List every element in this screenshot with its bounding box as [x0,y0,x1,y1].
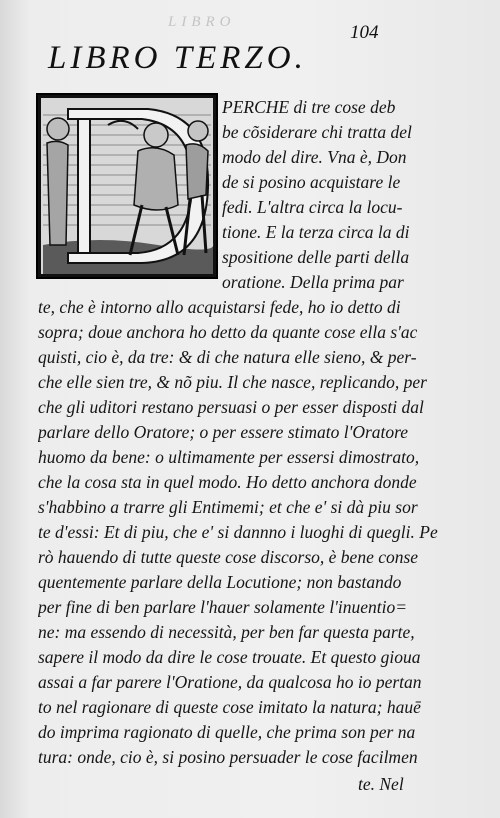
text-line: ne: ma essendo di necessità, per ben far questa parte, [38,622,415,642]
text-line: quentemente parlare della Locutione; non bastando [38,572,402,592]
text-line: che gli uditori restano persuasi o per esser disposti dal [38,397,424,417]
text-line: be cõsiderare chi tratta del [222,122,412,142]
running-head: LIBRO TERZO. [48,40,307,76]
text-line: tione. E la terza circa la di [222,222,410,242]
catchword: te. Nel [358,774,404,794]
text-line: do imprima ragionato di quelle, che prima son per na [38,722,416,742]
show-through-text: LIBRO [168,14,236,30]
text-line: parlare dello Oratore; o per essere stimato l'Oratore [38,422,409,442]
text-line: sopra; doue anchora ho detto da quante cose ella s'ac [38,322,418,342]
text-line: quisti, cio è, da tre: & di che natura elle sieno, & per- [38,347,417,367]
text-line: per fine di ben parlare l'hauer solamente l'inuentio= [38,597,408,617]
text-line: s'habbino a trarre gli Entimemi; et che e' si dà piu sor [38,497,418,517]
text-line: sapere il modo da dire le cose trouate. Et questo gioua [38,647,421,667]
text-line: spositione delle parti della [222,247,410,267]
text-line: modo del dire. Vna è, Don [222,147,407,167]
text-line: rò hauendo di tutte queste cose discorso, è bene conse [38,547,419,567]
text-line: assai a far parere l'Oratione, da qualcosa ho io pertan [38,672,422,692]
text-line: te, che è intorno allo acquistarsi fede, ho io detto di [38,297,401,317]
text-line: che elle sien tre, & nõ piu. Il che nasce, replicando, per [38,372,427,392]
text-line: huomo da bene: o ultimamente per essersi dimostrato, [38,447,420,467]
text-line: te d'essi: Et di piu, che e' si dannno i luoghi di quegli. Pe [38,522,438,542]
text-line: oratione. Della prima par [222,272,404,292]
decorated-initial-d-icon [36,93,218,279]
text-line: to nel ragionare di queste cose imitato la natura; hauē [38,697,421,717]
text-line: che la cosa sta in quel modo. Ho detto anchora donde [38,472,417,492]
text-line: tura: onde, cio è, si posino persuader le cose facilmen [38,747,418,767]
page-number: 104 [350,22,379,43]
text-line: de si posino acquistare le [222,172,401,192]
text-line: PERCHE di tre cose deb [222,97,396,117]
text-line: fedi. L'altra circa la locu- [222,197,403,217]
